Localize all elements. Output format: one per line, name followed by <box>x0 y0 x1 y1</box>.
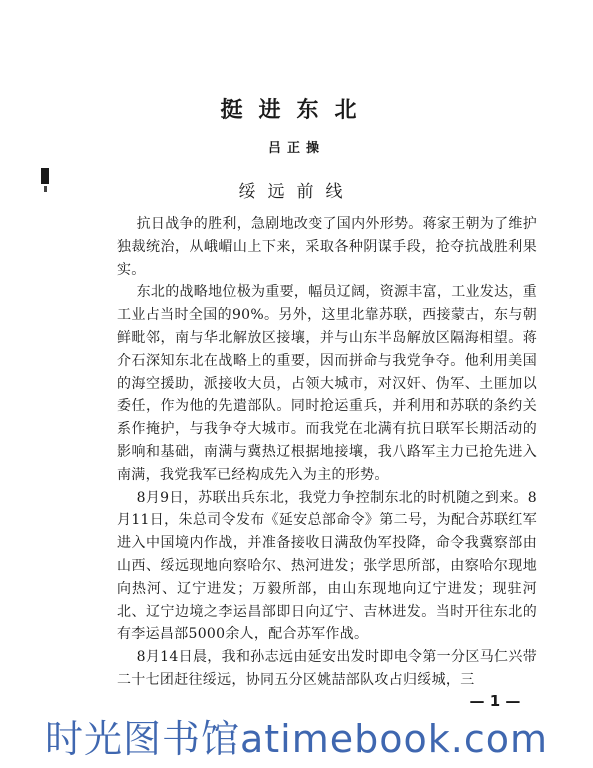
page-title: 挺进东北 <box>220 97 373 123</box>
paragraph: 抗日战争的胜利，急剧地改变了国内外形势。蒋家王朝为了维护独裁统治，从峨嵋山上下来，采取各种阴谋手段，抢夺抗战胜利果实。 <box>117 216 537 278</box>
paragraph: 8月9日，苏联出兵东北，我党力争控制东北的时机随之到来。8月11日，朱总司令发布《延安总部命令》第二号，为配合苏联红军进入中国境内作战，并准备接收日满敌伪军投降，命令我冀察部由山西、绥远现地向察哈尔、热河进发；张学思所部，由察哈尔现地向热河、辽宁进发；万毅所部，由山东现地向辽宁进发；现驻河北、辽宁边境之李运昌部即日向辽宁、吉林进发。当时开往东北的有李运昌部5000余人，配合苏军作战。 <box>117 489 537 643</box>
watermark-banner: 时光图书馆atimebook.com <box>0 710 593 768</box>
body-text <box>117 213 537 692</box>
paragraph: 8月14日晨，我和孙志远由延安出发时即电令第一分区马仁兴带二十七团赶往绥远，协同五分区姚喆部队攻占归绥城，三 <box>117 649 537 688</box>
paragraph: 东北的战略地位极为重要，幅员辽阔，资源丰富，工业发达，重工业占当时全国的90%。另外，这里北靠苏联，西接蒙古，东与朝鲜毗邻，南与华北解放区接壤，并与山东半岛解放区隔海相望。蒋介石深知东北在战略上的重要，因而拼命与我党争夺。他利用美国的海空援助，派接收大员，占领大城市，对汉奸、伪军、土匪加以委任，作为他的先遣部队。同时抢运重兵，并利用和苏联的条约关系作掩护，与我争夺大城市。而我党在北满有抗日联军长期活动的影响和基础，南满与冀热辽根据地接壤，我八路军主力已抢先进入南满，我党我军已经构成先入为主的形势。 <box>117 284 537 483</box>
author-name: 吕正操 <box>267 141 325 156</box>
page-number: — 1 — <box>469 692 521 710</box>
section-title: 绥远前线 <box>238 182 355 202</box>
